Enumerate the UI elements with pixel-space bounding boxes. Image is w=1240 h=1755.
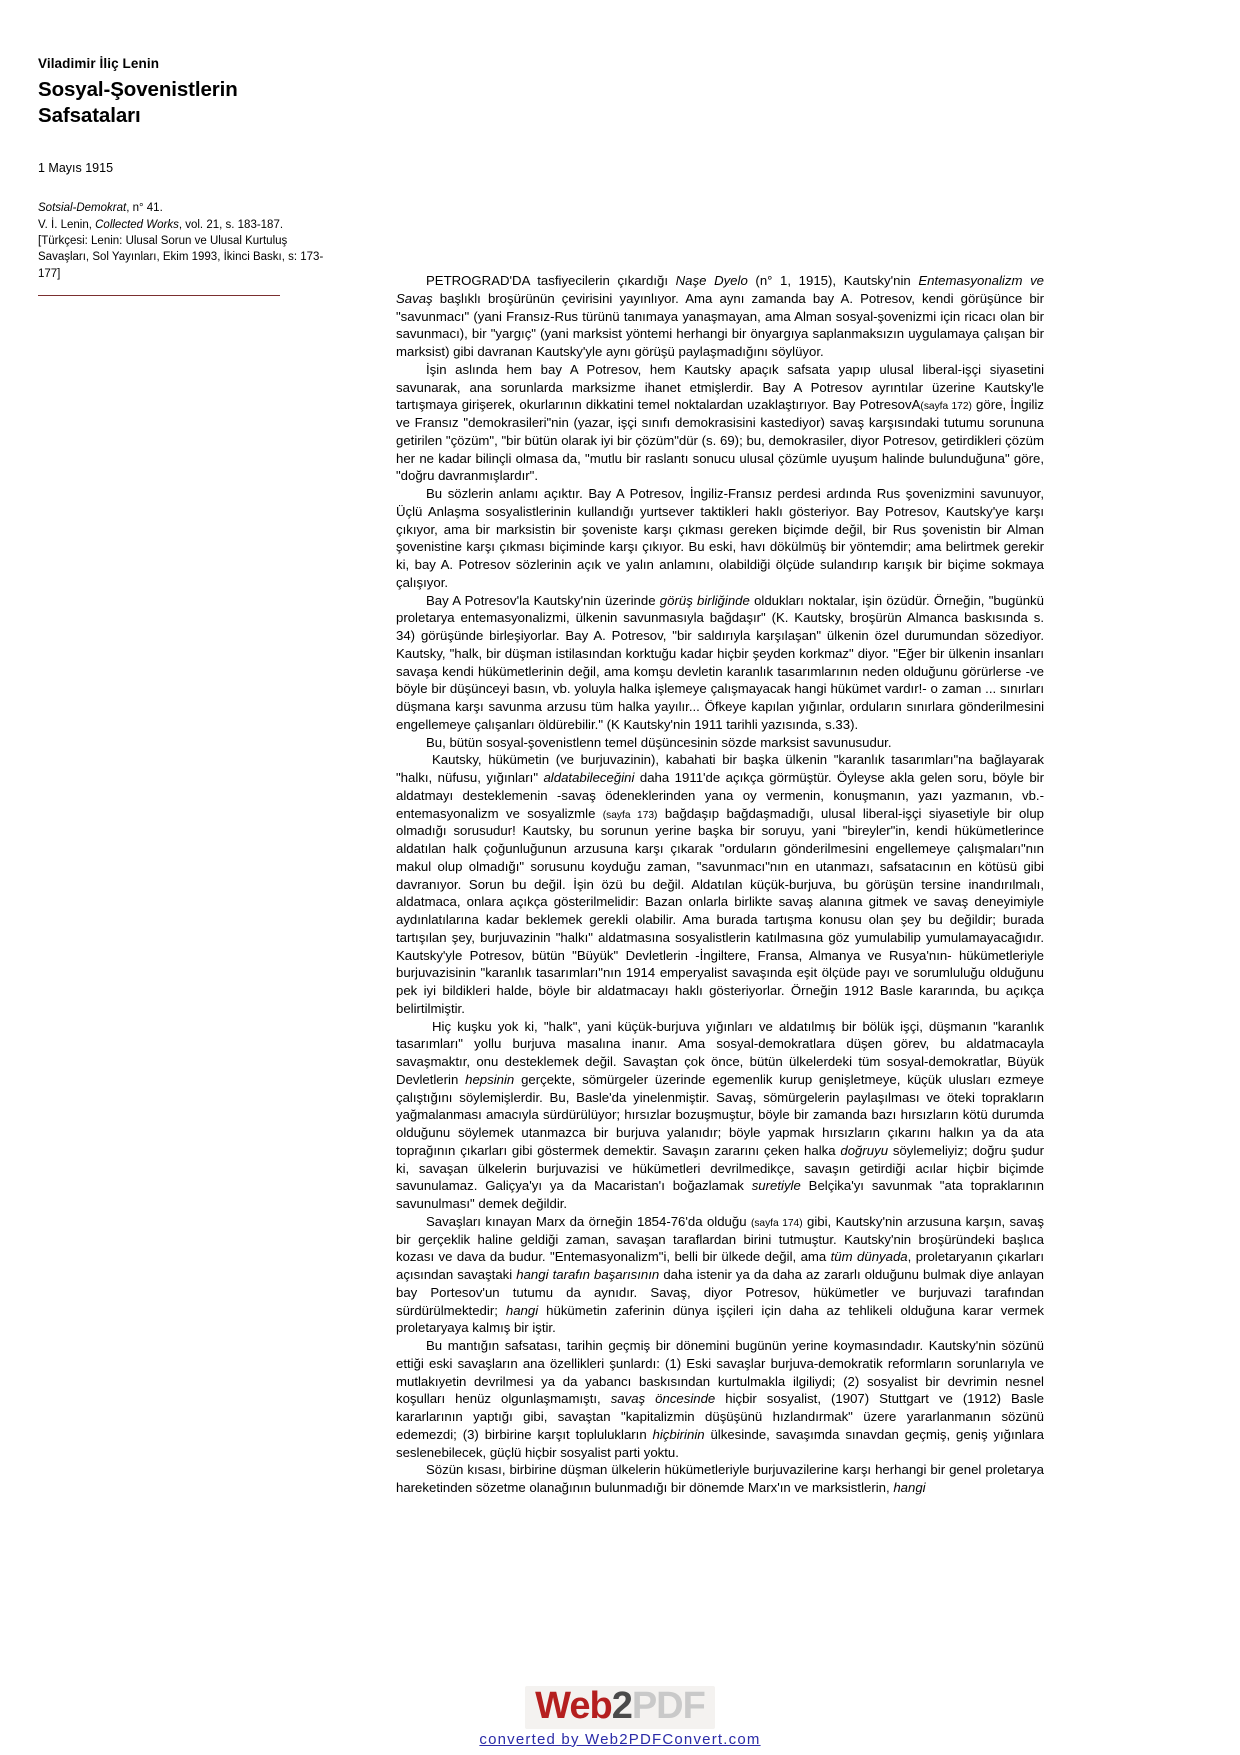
p7-italic-3: suretiyle — [751, 1178, 801, 1194]
paragraph-10 — [396, 1461, 1044, 1497]
p9-italic-1: savaş öncesinde — [610, 1391, 716, 1407]
title-line-1: Sosyal-Şovenistlerin — [38, 77, 238, 101]
citation-turkish-note: [Türkçesi: Lenin: Ulusal Sorun ve Ulusal Kurtuluş Savaşları, Sol Yayınları, Ekim 1993, İkinci Baskı, s: 173-177] — [38, 234, 324, 280]
p4-text-b: oldukları noktalar, işin özüdür. Örneğin, "bugünkü proletarya entemasyonalizmi, ülkenin savunmasıyla bağdaşır" (K. Kautsky, broşürün Almanca baskısında s. 34) görüşünde birleşiyorlar. Bay A. Potresov, "bir saldırıyla karşılaşan" ülkenin özel durumundan sözediyor. Kautsky, "halk, bir düşman istilasından korktuğu kadar hiçbir şeyden korkmaz" diyor. "Eğer bir ülkenin insanları savaşa kendi hükümetlerinin değil, ama komşu devletin karanlık tasarımlarının neden olduğunu görürlerse -ve böyle bir düşünceyi basın, vb. yoluyla halka işlemeye çalışmayacak hangi hükümet vardır!- o zaman ... sınırları düşmana karşı savunma arzusu tüm halka yayılır... Öfkeye kapılan yığınlar, orduların sınırlara gönderilmesini engellemeye çalışanları öldürebilir." (K Kautsky'nin 1911 tarihli yazısında, s.33). — [396, 592, 1044, 732]
title-line-2: Safsataları — [38, 104, 141, 128]
paragraph-5: Bu, bütün sosyal-şovenistlenn temel düşüncesinin sözde marksist savunusudur. — [426, 734, 892, 750]
page-marker-172: (sayfa 172) — [920, 401, 972, 413]
web2pdf-logo — [525, 1686, 715, 1729]
p7-text-b: gerçekte, sömürgeler üzerinde egemenlik kurup genişletmeye, küçük ulusları ezmeye çalıştığını söylemişlerdir. Bu, Basle'da yinelenmiştir. Savaş, sömürgelerin paylaşılması ve öteki toprakların yağmalanması amacıyla sürdürülüyor; hırsızlar bozuşmuştur, böyle bir zamanda bazı hırsızların kötü durumda olduğunu söylemek utanmazca bir burjuva yalanıdır; böyle yapmak hırsızların çıkarını halkın ya da ata toprağının çıkarları gibi göstermek demektir. Savaşın zararını çeken halka — [396, 1071, 1044, 1158]
p1-text-a: PETROGRAD'DA tasfiyecilerin çıkardığı — [426, 273, 676, 288]
p1-italic-2: Entemasyonalizm ve Savaş — [396, 273, 1044, 306]
p7-text-d: Belçika'yı savunmak "ata topraklarının savunulması" demek değildir. — [396, 1178, 1044, 1211]
p6-text-c: bağdaşıp bağdaşmadığı, ulusal liberal-işçi siyasetiyle bir olup olmadığı sorusudur! Kautsky, bu sorunun yerine başka bir soruyu, yani "bireyler"in, kendi hükümetlerince aldatılan halk çoğunluğunun arzusuna karşı çıkarak "orduların gönderilmesini engellemeye çalışmaları"nın makul olup olmadığı" sorusunu koyduğu zaman, "savunmacı"nın en utanmazı, safsatacının en kötüsü gibi davranıyor. Sorun bu değil. İşin özü bu değil. Aldatılan küçük-burjuva, bu görüşün tersine inandırılmalı, aldatmaca, onlara açıkça gösterilmelidir: Bazan onlarla birlikte savaş alanına gitmek ve savaş deneyimiyle aydınlatılarına kadar beklemek gerekli olabilir. Ama burada tartışma konusu olan şey bu değildir; burada tartışılan şey, burjuvazinin "halkı" aldatmasına sosyalistlerin katılmasına göz yumulabilip yumulamayacağıdır. Kautsky'yle Potresov, bütün "Büyük" Devletlerin -İngiltere, Fransa, Almanya ve Rusya'nın- hükümetleriyle burjuvazisinin "karanlık tasarımları"nın 1914 emperyalist savaşında eşit ölçüde payı ve sorumluluğu olduğunu pek iyi bildikleri halde, böyle bir aldatmacayı haklı gösteriyorlar. Örneğin 1912 Basle kararında, bu açıkça belirtilmiştir. — [396, 805, 1044, 1016]
citation — [38, 200, 338, 282]
page-marker-174: (sayfa 174) — [750, 1217, 803, 1229]
p1-text-c: başlıklı broşürünün çevirisini yayınlıyor. Ama aynı zamanda bay A. Potresov, kendi görüşünce bir "savunmacı" (yani Fransız-Rus türünü tanımaya yanaşmayan, ama Alman sosyal-şovenizmi için ricacı olan bir savunmacı), bir "yargıç" (yani marksist yöntemi herhangi bir önyargıya saplanmaksızın uygulamaya çalışan bir marksist) gibi davranan Kautsky'yle aynı görüşü paylaşmadığını söylüyor. — [396, 290, 1044, 359]
p8-text-b: gibi, Kautsky'nin arzusuna karşın, savaş bir gerçeklik haline geldiği zaman, savaşan taraflardan birini tutmuştur. Kautsky'nin broşüründeki başlıca kozası ve dava da budur. "Entemasyonalizm"i, belli bir ülkede değil, ama — [396, 1213, 1044, 1265]
footer-watermark — [0, 1686, 1240, 1748]
p9-text-a: Bu mantığın safsatası, tarihin geçmiş bir dönemini bugünün yerine koymasındadır. Kautsky'nin sözünü ettiği eski savaşların ana özellikleri şunlardı: (1) Eski savaşlar burjuva-demokratik reformların sorunlarıyla ve mutlakıyetin devrilmesi ya da yabancı baskısından kurtulmakla ilgiliydi; (2) sosyalist bir devrimin nesnel koşulları henüz olgunlaşmamıştı, — [396, 1338, 1044, 1407]
paragraph-3: Bu sözlerin anlamı açıktır. Bay A Potresov, İngiliz-Fransız perdesi ardında Rus şovenizmini savunuyor, Üçlü Anlaşma sosyalistlerinin kullandığı yurtsever taktikleri haklı gösteriyor. Bay Potresov, Kautsky'ye karşı çıkıyor, ama bir marksistin bir şoveniste karşı çıkması gereken biçimde değil, bir Rus şovenistin bir Alman şovenistine karşı çıkması biçiminde karşı çıkıyor. Bu eski, havı dökülmüş bir yöntemdir; ama belirtmek gerekir ki, bay A. Potresov sözlerinin açık ve yalın anlamını, olabildiği ölçüde sulandırıp karışık bir biçime sokmaya çalışıyor. — [396, 486, 1044, 590]
paragraph-6 — [396, 751, 1044, 1017]
page-marker-173: (sayfa 173) — [602, 809, 658, 821]
p6-italic-1: aldatabileceğini — [543, 770, 635, 785]
p1-italic-1: Naşe Dyelo — [675, 273, 748, 288]
p4-italic-1: görüş birliğinde — [659, 592, 750, 608]
paragraph-8 — [396, 1213, 1044, 1337]
p8-italic-3: hangi — [505, 1302, 539, 1318]
citation-journal: Sotsial-Demokrat — [38, 202, 127, 215]
page-title — [38, 77, 358, 129]
p6-text-b: daha 1911'de açıkça görmüştür. Öyleyse akla gelen soru, böyle bir aldatmayı desteklemenin -savaş ödeneklerinden yana oy vermenin, konuşmanın, yazı yazmanın, vb.- entemasyonalizm ve sosyalizmle — [396, 770, 1044, 821]
logo-text — [535, 1685, 705, 1727]
p6-text-a: Kautsky, hükümetin (ve burjuvazinin), kabahati bir başka ülkenin "karanlık tasarımları"na bağlayarak "halkı, nüfusu, yığınları" — [396, 752, 1044, 785]
paragraph-2 — [396, 361, 1044, 485]
logo-two-part: 2 — [611, 1685, 632, 1727]
p8-text-c: , proletaryanın çıkarları açısından savaştaki — [396, 1249, 1044, 1282]
p8-text-d: daha istenir ya da daha az zararlı olduğunu bulmak diye anlayan bay Portesov'un tutumu da aynıdır. Savaş, diyor Potresov, hükümetler ve burjuvazi tarafından sürdürülmektedir; — [396, 1267, 1044, 1318]
p8-italic-2: hangi tarafın başarısının — [516, 1267, 660, 1282]
citation-works-prefix: V. İ. Lenin, — [38, 218, 96, 231]
title-block — [38, 56, 358, 129]
web2pdf-convert-link[interactable]: converted by Web2PDFConvert.com — [479, 1730, 761, 1748]
p10-italic-1: hangi — [893, 1480, 926, 1495]
logo-web-part: Web — [535, 1685, 612, 1727]
author-name: Viladimir İliç Lenin — [38, 56, 160, 71]
p1-text-b: (n° 1, 1915), Kautsky'nin — [747, 273, 919, 288]
p8-text-e: hükümetin zaferinin dünya işçileri için daha az tehlikeli olduğuna karar vermek proletaryaya kalmış bir iştir. — [396, 1302, 1044, 1336]
p2-text-b: göre, İngiliz ve Fransız "demokrasileri"nin (yazar, işçi sınıfı demokrasisini kastediyor) savaş karşısındaki tutumu sorununa getirilen "çözüm", "bir bütün olarak iyi bir çözüm"dür (s. 69); bu, demokrasiler, diyor Potresov, getirdikleri çözüm her ne kadar bilinçli olmasa da, "mutlu bir raslantı sonucu ulusal çözümle uyuşum halinde bulunduğuna" göre, "doğru davranmışlardır". — [396, 397, 1044, 484]
p7-italic-1: hepsinin — [465, 1071, 515, 1087]
paragraph-4 — [396, 592, 1044, 734]
p7-italic-2: doğruyu — [840, 1142, 889, 1158]
divider-rule — [38, 295, 280, 296]
main-text-column — [396, 272, 1044, 1497]
p8-text-a: Savaşları kınayan Marx da örneğin 1854-76'da olduğu — [426, 1213, 751, 1229]
paragraph-7 — [396, 1018, 1044, 1213]
p9-italic-2: hiçbirinin — [652, 1426, 705, 1442]
p2-text-a: İşin aslında hem bay A Potresov, hem Kautsky apaçık safsata yapıp ulusal liberal-işçi siyasetini savunarak, ana sorunlarda marksizme ihanet etmişlerdir. Bay A Potresov ayrıntılar üzerine Kautsky'le tartışmaya girişerek, okurlarının dikkatini temel noktalardan uzaklaştırıyor. Bay PotresovA — [396, 361, 1044, 413]
p10-text-a: Sözün kısası, birbirine düşman ülkelerin hükümetleriyle burjuvazilerine karşı herhangi bir genel proletarya hareketinden sözetme olanağının bulunmadığı bir dönemde Marx'ın ve marksistlerin, — [396, 1462, 1044, 1495]
p7-text-c: söylemeliyiz; doğru şudur ki, savaşan ülkelerin burjuvazisi ve hükümetleri devrilmedikçe, savaşın getirdiği acılar hiçbir biçimde savunulamaz. Galiçya'yı ya da Macaristan'ı boğazlamak — [396, 1142, 1044, 1194]
p9-text-c: ülkesinde, savaşımda sınavdan geçmiş, geniş yığınlara seslenebilecek, güçlü hiçbir sosyalist parti yoktu. — [396, 1426, 1044, 1460]
p4-text-a: Bay A Potresov'la Kautsky'nin üzerinde — [426, 592, 660, 608]
p7-text-a: Hiç kuşku yok ki, "halk", yani küçük-burjuva yığınları ve aldatılmış bir bölük işçi, düşmanın "karanlık tasarımları" yollu burjuva masalına inanır. Ama sosyal-demokratlara düşen görev, bu aldatmacayla savaşmaktır, onu desteklemek değil. Savaştan çok önce, bütün ülkelerdeki tüm sosyal-demokratlar, Büyük Devletlerin — [396, 1018, 1044, 1087]
paragraph-1 — [396, 272, 1044, 361]
citation-works-title: Collected Works — [95, 218, 179, 231]
publication-date: 1 Mayıs 1915 — [38, 161, 114, 175]
paragraph-9 — [396, 1337, 1044, 1461]
citation-works-suffix: , vol. 21, s. 183-187. — [178, 218, 284, 231]
metadata-block — [38, 160, 338, 282]
citation-issue: , n° 41. — [126, 202, 163, 215]
p8-italic-1: tüm dünyada — [830, 1249, 908, 1265]
p9-text-b: hiçbir sosyalist, (1907) Stuttgart ve (1912) Basle kararlarının yaptığı gibi, savaştan "kapitalizmin düşüşünü hızlandırmak" üzere yararlanmanın sözünü edemezdi; (3) birbirine karşıt toplulukların — [396, 1391, 1044, 1442]
logo-pdf-part: PDF — [631, 1685, 705, 1727]
